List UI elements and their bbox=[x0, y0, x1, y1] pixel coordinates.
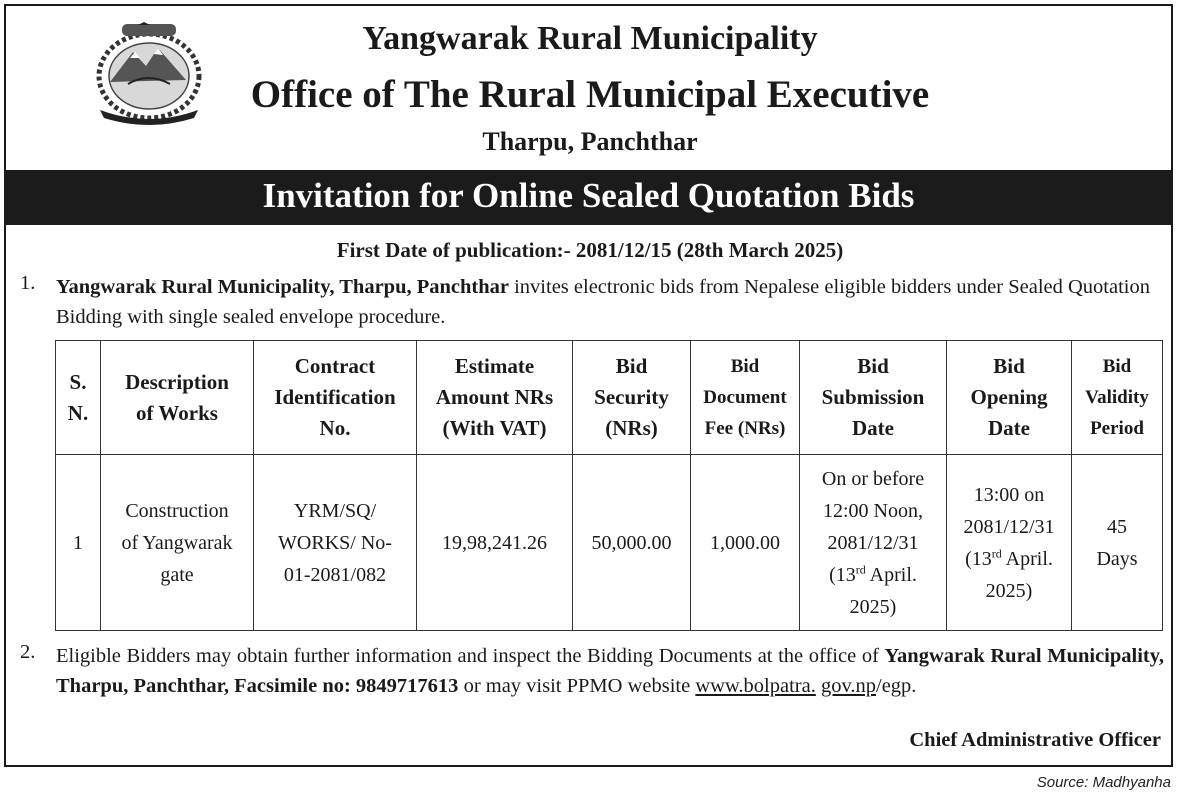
cell-contract-id: YRM/SQ/ WORKS/ No- 01-2081/082 bbox=[254, 455, 417, 631]
cell-opening-date: 13:00 on 2081/12/31 (13rd April. 2025) bbox=[947, 455, 1072, 631]
para1-number: 1. bbox=[20, 272, 36, 294]
ppmo-link-part1[interactable]: www.bolpatra. bbox=[695, 675, 816, 697]
header-validity: Bid Validity Period bbox=[1072, 341, 1163, 455]
para2-number: 2. bbox=[20, 641, 36, 663]
header-opening-date: Bid Opening Date bbox=[947, 341, 1072, 455]
para1-bold: Yangwarak Rural Municipality, Tharpu, Panchthar bbox=[56, 276, 509, 298]
header-contract-id: Contract Identification No. bbox=[254, 341, 417, 455]
para2-bold: Yangwarak Rural Municipality, Tharpu, Panchthar, Facsimile no: 9849717613 bbox=[56, 645, 1164, 697]
para2-text-3: /egp. bbox=[876, 675, 917, 697]
office-name: Office of The Rural Municipal Executive bbox=[250, 73, 930, 116]
publication-date: First Date of publication:- 2081/12/15 (28th March 2025) bbox=[336, 238, 844, 262]
municipality-name: Yangwarak Rural Municipality bbox=[362, 20, 818, 57]
header-document-fee: Bid Document Fee (NRs) bbox=[691, 341, 800, 455]
header-security: Bid Security (NRs) bbox=[573, 341, 691, 455]
header-description: Description of Works bbox=[101, 341, 254, 455]
cell-fee: 1,000.00 bbox=[691, 455, 800, 631]
cell-validity: 45 Days bbox=[1072, 455, 1163, 631]
office-location: Tharpu, Panchthar bbox=[482, 127, 698, 156]
cell-submission-date: On or before 12:00 Noon, 2081/12/31 (13rd April. 2025) bbox=[800, 455, 947, 631]
para2-text-2: or may visit PPMO website bbox=[458, 675, 696, 697]
paragraph-2 bbox=[56, 641, 1164, 701]
banner-title: Invitation for Online Sealed Quotation Bids bbox=[262, 176, 915, 215]
cell-description: Construction of Yangwarak gate bbox=[101, 455, 254, 631]
table-row bbox=[56, 455, 1163, 631]
title-banner bbox=[6, 170, 1171, 225]
para1-text: invites electronic bids from Nepalese eligible bidders under Sealed Quotation Bidding with single sealed envelope procedure. bbox=[56, 276, 1150, 328]
cell-sn: 1 bbox=[56, 455, 101, 631]
cell-estimate: 19,98,241.26 bbox=[417, 455, 573, 631]
header-sn: S. N. bbox=[56, 341, 101, 455]
header-submission-date: Bid Submission Date bbox=[800, 341, 947, 455]
para2-text-1: Eligible Bidders may obtain further information and inspect the Bidding Documents at the office of bbox=[56, 645, 885, 667]
signature: Chief Administrative Officer bbox=[909, 729, 1161, 751]
paragraph-1 bbox=[56, 272, 1164, 332]
source-credit: Source: Madhyanha bbox=[1036, 774, 1171, 791]
cell-security: 50,000.00 bbox=[573, 455, 691, 631]
ppmo-link-part2[interactable]: gov.np bbox=[820, 675, 877, 697]
bids-table bbox=[55, 340, 1163, 631]
header-estimate: Estimate Amount NRs (With VAT) bbox=[417, 341, 573, 455]
table-header-row bbox=[56, 341, 1163, 455]
